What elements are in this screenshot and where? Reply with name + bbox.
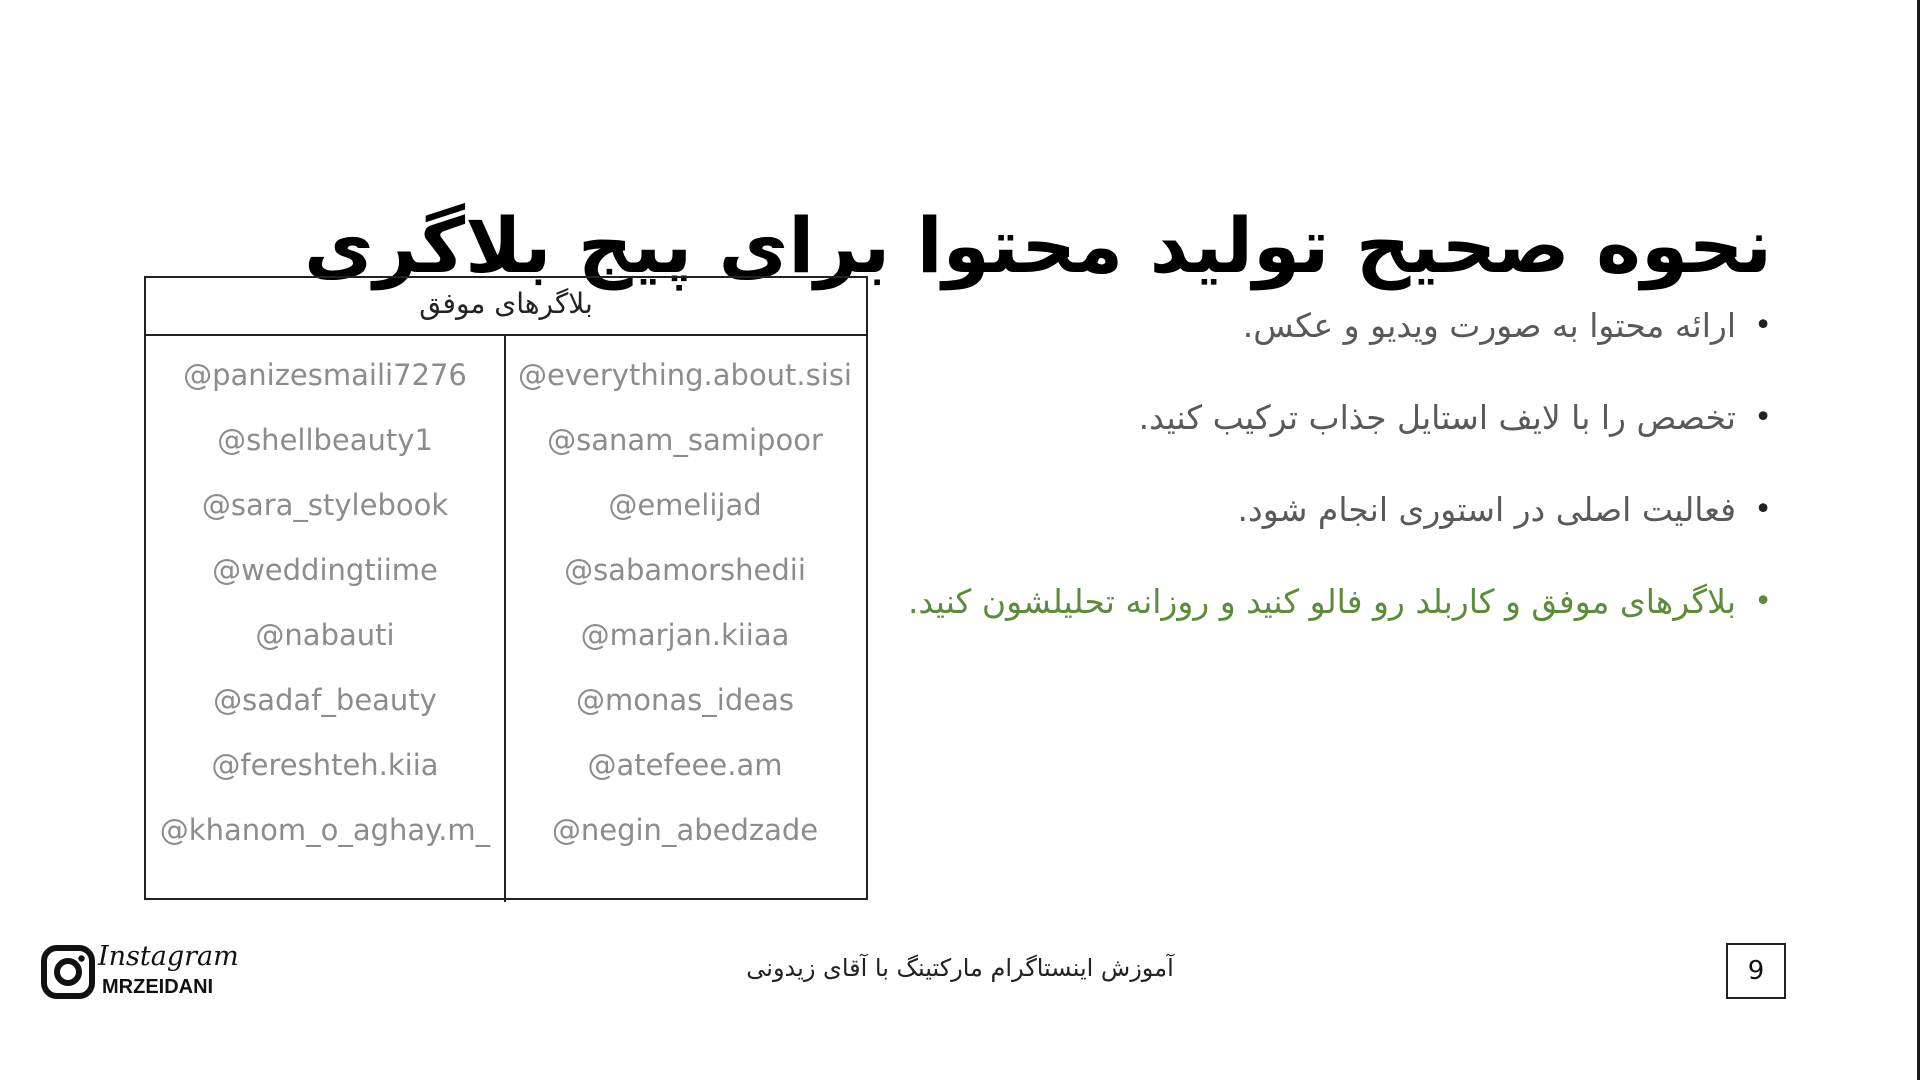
bloggers-column-left xyxy=(146,350,504,870)
bullet-item xyxy=(872,480,1772,572)
bullet-list xyxy=(872,296,1772,664)
blogger-handle: @emelijad xyxy=(608,488,762,522)
bullet-dot: • xyxy=(1754,584,1772,619)
slide-title: نحوه صحیح تولید محتوا برای پیج بلاگری xyxy=(303,200,1772,290)
bullet-item xyxy=(872,296,1772,388)
blogger-handle: @khanom_o_aghay.m_ xyxy=(159,813,491,847)
footer-caption: آموزش اینستاگرام مارکتینگ با آقای زیدونی xyxy=(746,954,1174,982)
blogger-handle: @weddingtiime xyxy=(212,553,438,587)
blogger-handle: @sanam_samipoor xyxy=(547,423,823,457)
blogger-handle: @everything.about.sisi xyxy=(518,358,852,392)
instagram-icon xyxy=(40,944,96,1000)
bullet-item xyxy=(872,388,1772,480)
bloggers-table-body xyxy=(146,336,866,902)
page-number: 9 xyxy=(1726,943,1786,999)
bloggers-column-right xyxy=(506,350,864,870)
blogger-handle: @monas_ideas xyxy=(576,683,794,717)
logo-script-text: Instagram xyxy=(98,941,239,972)
blogger-handle: @marjan.kiiaa xyxy=(580,618,790,652)
blogger-handle: @sadaf_beauty xyxy=(213,683,437,717)
logo-brand-name: MRZEIDANI xyxy=(102,976,214,998)
bullet-text: تخصص را با لایف استایل جذاب ترکیب کنید. xyxy=(1138,398,1736,437)
bloggers-table-header: بلاگرهای موفق xyxy=(146,278,866,336)
blogger-handle: @atefeee.am xyxy=(587,748,783,782)
blogger-handle: @fereshteh.kiia xyxy=(211,748,439,782)
bullet-dot: • xyxy=(1754,492,1772,527)
blogger-handle: @negin_abedzade xyxy=(551,813,819,847)
bullet-item-highlighted xyxy=(872,572,1772,664)
blogger-handle: @shellbeauty1 xyxy=(217,423,433,457)
bullet-text: بلاگرهای موفق و کاربلد رو فالو کنید و روزانه تحلیلشون کنید. xyxy=(907,582,1736,621)
blogger-handle: @sabamorshedii xyxy=(564,553,806,587)
bullet-dot: • xyxy=(1754,308,1772,343)
bullet-text: ارائه محتوا به صورت ویدیو و عکس. xyxy=(1242,306,1736,345)
blogger-handle: @panizesmaili7276 xyxy=(183,358,467,392)
bloggers-table xyxy=(144,276,868,900)
bullet-dot: • xyxy=(1754,400,1772,435)
bullet-text: فعالیت اصلی در استوری انجام شود. xyxy=(1237,490,1736,529)
blogger-handle: @sara_stylebook xyxy=(201,488,449,522)
blogger-handle: @nabauti xyxy=(255,618,395,652)
